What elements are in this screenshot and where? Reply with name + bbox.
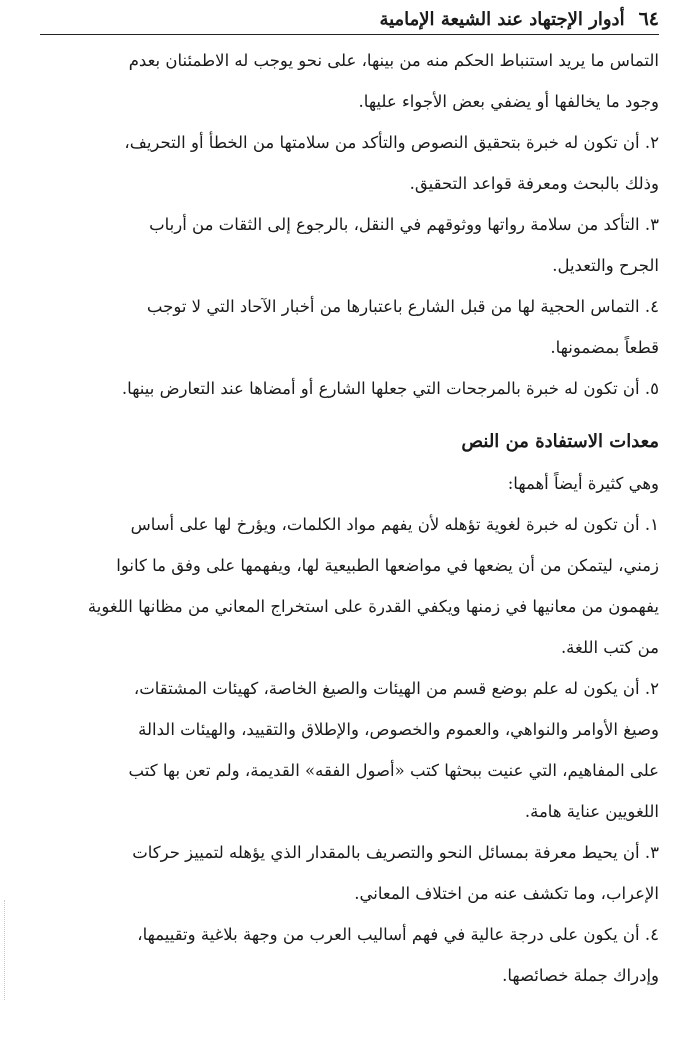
section-intro: وهي كثيرة أيضاً أهمها: bbox=[507, 474, 659, 493]
page-number: ٦٤ bbox=[638, 8, 659, 30]
text-line: قطعاً بمضمونها. bbox=[550, 338, 659, 357]
text-line: ٣. أن يحيط معرفة بمسائل النحو والتصريف بالمقدار الذي يؤهله لتمييز حركات bbox=[132, 843, 659, 862]
text-line: ٢. أن يكون له علم بوضع قسم من الهيئات والصيغ الخاصة، كهيئات المشتقات، bbox=[133, 679, 659, 698]
running-title: أدوار الإجتهاد عند الشيعة الإمامية bbox=[379, 8, 625, 30]
condition-item-5 bbox=[40, 368, 659, 409]
margin-scan-mark bbox=[4, 900, 7, 1000]
text-line: الجرح والتعديل. bbox=[552, 256, 659, 275]
text-line: على المفاهيم، التي عنيت ببحثها كتب «أصول الفقه» القديمة، ولم تعن بها كتب bbox=[128, 761, 659, 780]
text-line: زمني، ليتمكن من أن يضعها في مواضعها الطبيعية لها، ويفهمها على وفق ما كانوا bbox=[116, 556, 659, 575]
section-spacer bbox=[40, 409, 659, 417]
text-line: ٥. أن تكون له خبرة بالمرجحات التي جعلها الشارع أو أمضاها عند التعارض بينها. bbox=[121, 379, 659, 398]
text-line: يفهمون من معانيها في زمنها ويكفي القدرة على استخراج المعاني من مظانها اللغوية bbox=[87, 597, 659, 616]
text-line: ٤. التماس الحجية لها من قبل الشارع باعتبارها من أخبار الآحاد التي لا توجب bbox=[146, 297, 659, 316]
text-line: التماس ما يريد استنباط الحكم منه من بينها، على نحو يوجب له الاطمئنان بعدم bbox=[128, 51, 659, 70]
condition-item-4 bbox=[40, 286, 659, 368]
text-line: وإدراك جملة خصائصها. bbox=[502, 966, 659, 985]
text-line: وجود ما يخالفها أو يضفي بعض الأجواء عليها. bbox=[358, 92, 659, 111]
condition-item-2 bbox=[40, 122, 659, 204]
text-line: ١. أن تكون له خبرة لغوية تؤهله لأن يفهم مواد الكلمات، ويؤرخ لها على أساس bbox=[130, 515, 659, 534]
text-line: ٣. التأكد من سلامة رواتها ووثوقهم في النقل، بالرجوع إلى الثقات من أرباب bbox=[149, 215, 659, 234]
text-line: وذلك بالبحث ومعرفة قواعد التحقيق. bbox=[409, 174, 659, 193]
text-line: ٤. أن يكون على درجة عالية في فهم أساليب العرب من وجهة بلاغية وتقييمها، bbox=[137, 925, 659, 944]
text-line: من كتب اللغة. bbox=[560, 638, 659, 657]
section-heading: معدات الاستفادة من النص bbox=[461, 431, 659, 452]
text-line: الإعراب، وما تكشف عنه من اختلاف المعاني. bbox=[354, 884, 659, 903]
section-item-4 bbox=[40, 914, 659, 996]
running-header bbox=[40, 4, 659, 35]
section-item-1 bbox=[40, 504, 659, 668]
section-item-3 bbox=[40, 832, 659, 914]
text-line: ٢. أن تكون له خبرة بتحقيق النصوص والتأكد من سلامتها من الخطأ أو التحريف، bbox=[124, 133, 659, 152]
text-line: وصيغ الأوامر والنواهي، والعموم والخصوص، والإطلاق والتقييد، والهيئات الدالة bbox=[138, 720, 659, 739]
text-line: اللغويين عناية هامة. bbox=[524, 802, 659, 821]
section-item-2 bbox=[40, 668, 659, 832]
condition-item-3 bbox=[40, 204, 659, 286]
page-body bbox=[40, 40, 659, 996]
